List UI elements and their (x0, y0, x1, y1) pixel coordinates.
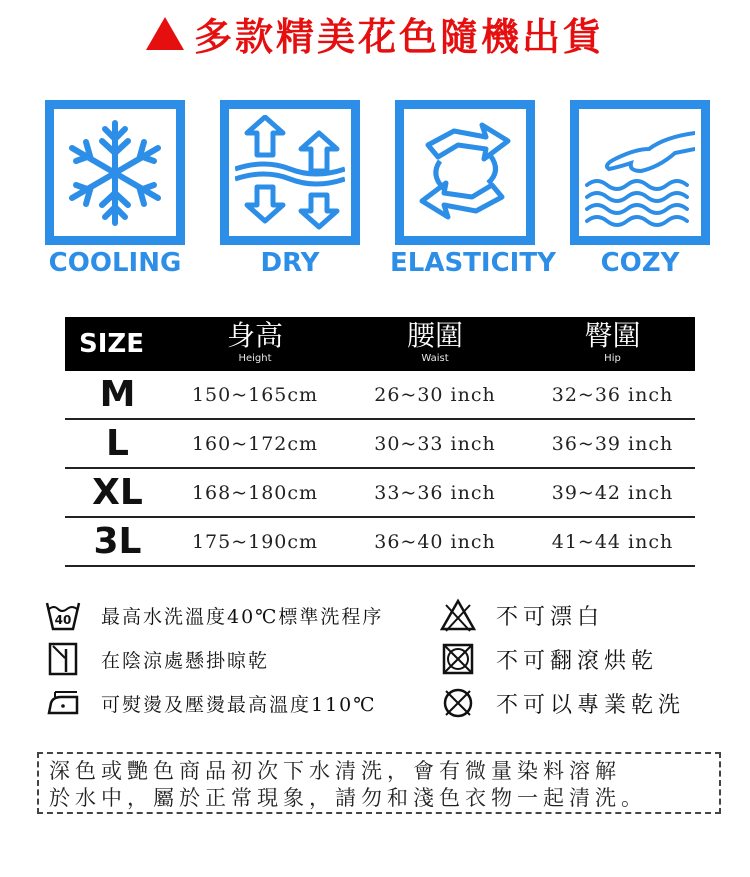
wash-temp-label: 40 (54, 613, 72, 627)
size-cell: M (99, 374, 136, 415)
care-text: 在陰涼處懸掛晾乾 (101, 649, 270, 672)
waist-cell: 33~36 inch (374, 481, 496, 504)
hip-cell: 41~44 inch (551, 530, 674, 553)
waist-cell: 30~33 inch (374, 432, 496, 455)
snowflake-icon (60, 115, 170, 230)
hip-cell: 36~39 inch (551, 432, 674, 455)
care-item (440, 683, 685, 723)
no-bleach-icon (440, 597, 476, 633)
table-row (65, 469, 695, 518)
size-chart (65, 317, 695, 567)
iron-icon (45, 685, 81, 721)
care-item (440, 595, 604, 635)
feature-cooling (40, 100, 190, 280)
no-dry-clean-icon (440, 685, 476, 721)
height-cell: 168~180cm (191, 481, 319, 504)
care-text: 可熨燙及壓燙最高溫度110℃ (101, 693, 377, 716)
hip-column-header: 臀圍 Hip (584, 319, 641, 364)
care-item (45, 595, 383, 635)
washing-notice (37, 752, 721, 814)
triangle-up-icon (146, 17, 184, 50)
table-row (65, 420, 695, 469)
feature-cozy (565, 100, 715, 280)
waist-cell: 36~40 inch (374, 530, 496, 553)
promo-banner (0, 8, 750, 58)
size-header: SIZE (79, 329, 145, 359)
line-dry-shade-icon (45, 641, 81, 677)
size-cell: XL (92, 472, 143, 513)
waist-cell: 26~30 inch (374, 383, 496, 406)
stretch-arrows-icon (410, 115, 520, 230)
no-tumble-dry-icon (440, 641, 476, 677)
feature-label: ELASTICITY (390, 248, 556, 278)
waist-column-header: 腰圍 Waist (406, 319, 463, 364)
care-item (45, 683, 377, 723)
notice-line: 深色或艷色商品初次下水清洗，會有微量染料溶解 (49, 759, 621, 783)
height-cell: 175~190cm (191, 530, 319, 553)
wash-40-icon (45, 597, 81, 633)
care-item (45, 639, 269, 679)
feature-dry (215, 100, 365, 280)
care-text: 不可以專業乾洗 (496, 692, 686, 718)
feature-elasticity (390, 100, 556, 280)
table-row (65, 371, 695, 420)
table-row (65, 518, 695, 567)
hip-cell: 32~36 inch (551, 383, 674, 406)
feature-label: COOLING (48, 248, 182, 278)
size-cell: L (106, 423, 129, 464)
hand-waves-icon (585, 115, 695, 230)
care-text: 最高水洗溫度40℃標準洗程序 (101, 605, 384, 628)
size-cell: 3L (93, 521, 142, 562)
height-cell: 160~172cm (191, 432, 319, 455)
care-item (440, 639, 658, 679)
care-text: 不可漂白 (496, 604, 605, 630)
height-column-header: 身高 Height (226, 319, 283, 364)
notice-line: 於水中，屬於正常現象，請勿和淺色衣物一起清洗。 (49, 786, 647, 810)
care-text: 不可翻滾烘乾 (496, 648, 659, 674)
banner-text: 多款精美花色隨機出貨 (193, 14, 604, 59)
size-chart-header (65, 317, 695, 371)
height-cell: 150~165cm (191, 383, 319, 406)
feature-label: DRY (260, 248, 320, 278)
moisture-arrows-icon (235, 115, 345, 230)
hip-cell: 39~42 inch (551, 481, 674, 504)
feature-label: COZY (600, 248, 680, 278)
